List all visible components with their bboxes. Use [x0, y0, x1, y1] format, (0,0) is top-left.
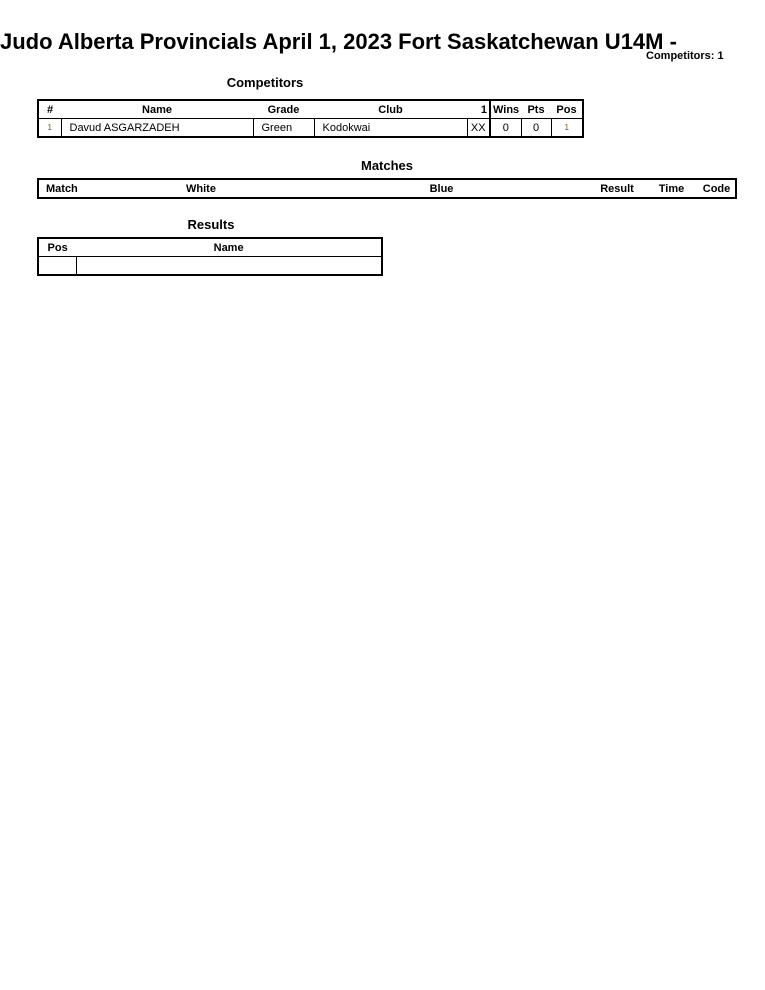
matches-section-title: Matches	[360, 158, 414, 173]
col-header-pos: Pos	[556, 103, 577, 116]
results-section-title: Results	[187, 217, 235, 232]
competitor-grade: Green	[253, 119, 314, 138]
table-row	[38, 119, 583, 138]
competitors-section-title: Competitors	[226, 75, 304, 90]
competitor-pos: 1	[551, 119, 583, 138]
col-header-name: Name	[142, 103, 172, 116]
table-row	[38, 257, 382, 276]
col-header-num: #	[46, 103, 54, 116]
competitor-pts: 0	[521, 119, 551, 138]
competitor-num: 1	[38, 119, 61, 138]
col-header-result: Result	[600, 182, 634, 195]
result-pos	[38, 257, 76, 276]
competitor-club: Kodokwai	[314, 119, 467, 138]
col-header-result-pos: Pos	[47, 241, 68, 254]
competitor-name: Davud ASGARZADEH	[61, 119, 253, 138]
competitor-score-1: XX	[467, 119, 490, 138]
col-header-grade: Grade	[267, 103, 300, 116]
col-header-match: Match	[46, 182, 78, 195]
col-header-result-name: Name	[213, 241, 244, 254]
col-header-white: White	[186, 182, 216, 195]
col-header-club: Club	[378, 103, 403, 116]
col-header-blue: Blue	[429, 182, 454, 195]
results-table	[37, 237, 383, 276]
col-header-wins: Wins	[490, 100, 521, 119]
col-header-code: Code	[702, 182, 731, 195]
competitor-wins: 0	[490, 119, 521, 138]
page-title: Judo Alberta Provincials April 1, 2023 Fort Saskatchewan U14M -	[0, 29, 677, 54]
col-header-pts: Pts	[527, 103, 545, 116]
competitors-count: Competitors: 1	[646, 50, 724, 62]
results-header-row	[38, 238, 382, 257]
col-header-time: Time	[658, 182, 685, 195]
competitors-header-row	[38, 100, 583, 119]
col-header-round-1: 1	[480, 103, 487, 116]
result-name	[76, 257, 382, 276]
matches-table	[37, 178, 737, 199]
matches-header-row	[38, 179, 736, 198]
competitors-table	[37, 99, 584, 138]
